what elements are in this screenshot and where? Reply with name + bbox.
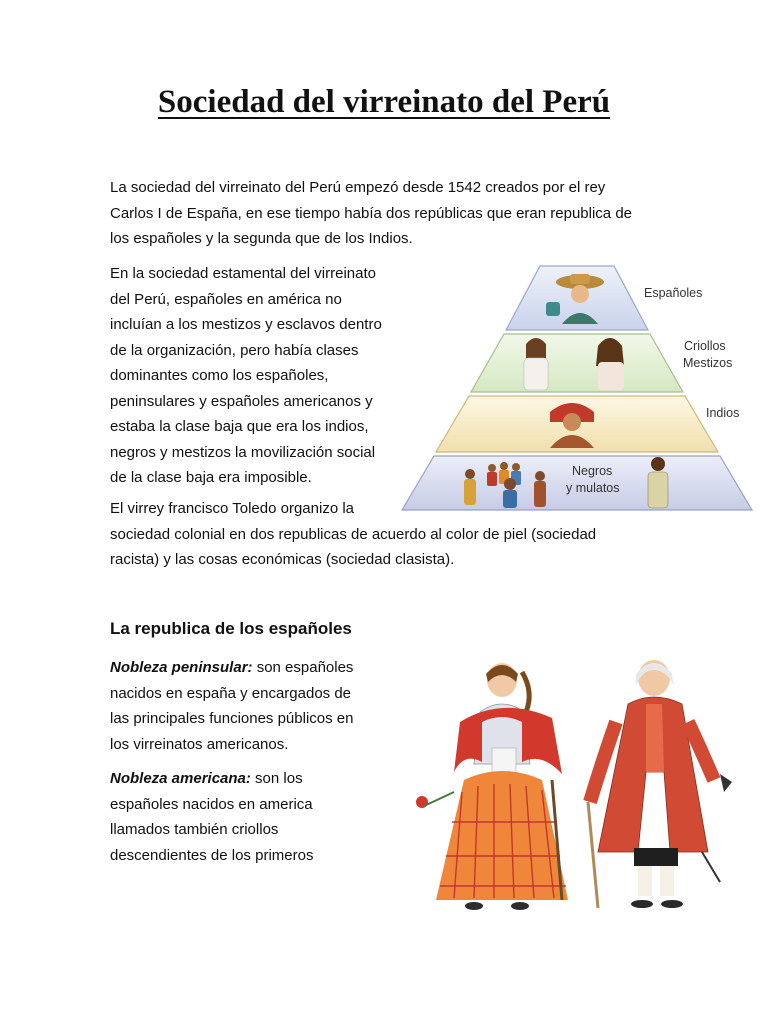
nobleza-peninsular-text: son españoles xyxy=(252,659,354,676)
intro-line: La sociedad del virreinato del Perú empezó desde 1542 creados por el rey xyxy=(110,179,606,196)
criollo-figure xyxy=(524,338,548,390)
estamental-line: del Perú, españoles en américa no xyxy=(110,290,342,308)
man-figure xyxy=(588,660,732,908)
nobleza-peninsular-first-line xyxy=(110,655,353,681)
pyramid-label-mestizos: Mestizos xyxy=(683,356,733,370)
section-heading: La republica de los españoles xyxy=(110,619,352,638)
nobleza-americana-line: llamados también criollos xyxy=(110,821,279,838)
nobleza-americana-paragraph xyxy=(110,766,313,868)
estamental-line: negros y mestizos la movilización social xyxy=(110,443,376,461)
mestizo-figure xyxy=(596,338,624,390)
estamental-line: dominantes como los españoles, xyxy=(110,367,329,384)
page-title: Sociedad del virreinato del Perú xyxy=(157,84,611,120)
pyramid-label-negros: Negros xyxy=(572,464,613,478)
estamental-paragraph xyxy=(110,261,382,491)
intro-line: los españoles y la segunda que de los Indios. xyxy=(110,230,413,247)
pyramid-level-criollos-mestizos xyxy=(471,334,683,392)
toledo-line: sociedad colonial en dos republicas de acuerdo al color de piel (sociedad xyxy=(110,525,597,543)
pyramid-label-mulatos: y mulatos xyxy=(566,481,620,495)
nobleza-americana-term: Nobleza americana: xyxy=(110,770,251,787)
estamental-line: de la organización, pero había clases xyxy=(110,341,359,359)
estamental-line: de la clase baja era imposible. xyxy=(110,469,312,486)
pyramid-label-indios: Indios xyxy=(706,406,740,420)
intro-line: Carlos I de España, en ese tiempo había dos repúblicas que eran republica de xyxy=(110,204,633,222)
nobleza-peninsular-line: los virreinatos americanos. xyxy=(110,735,289,753)
intro-paragraph xyxy=(110,175,632,252)
social-pyramid-figure xyxy=(400,262,756,512)
woman-figure xyxy=(416,663,568,910)
colonial-couple-illustration xyxy=(402,652,742,918)
nobleza-peninsular-line: las principales funciones públicos en xyxy=(110,710,354,727)
estamental-line: peninsulares y españoles americanos y xyxy=(110,392,373,410)
toledo-line: racista) y las cosas económicas (sociedad clasista). xyxy=(110,551,455,568)
nobleza-americana-text: son los xyxy=(250,770,303,787)
nobleza-americana-first-line xyxy=(110,766,313,792)
nobleza-peninsular-term: Nobleza peninsular: xyxy=(110,659,253,676)
nobleza-peninsular-paragraph xyxy=(110,655,353,757)
estamental-line: En la sociedad estamental del virreinato xyxy=(110,265,376,282)
estamental-line: incluían a los mestizos y esclavos dentro xyxy=(110,316,382,333)
pyramid-label-espanoles: Españoles xyxy=(644,286,703,300)
toledo-paragraph xyxy=(110,496,596,573)
nobleza-americana-line: españoles nacidos en america xyxy=(110,795,313,813)
estamental-line: estaba la clase baja que era los indios, xyxy=(110,418,369,435)
nobleza-peninsular-line: nacidos en españa y encargados de xyxy=(110,684,352,702)
pyramid-label-criollos: Criollos xyxy=(684,339,726,353)
toledo-line: El virrey francisco Toledo organizo la xyxy=(110,500,355,517)
nobleza-americana-line: descendientes de los primeros xyxy=(110,846,314,864)
